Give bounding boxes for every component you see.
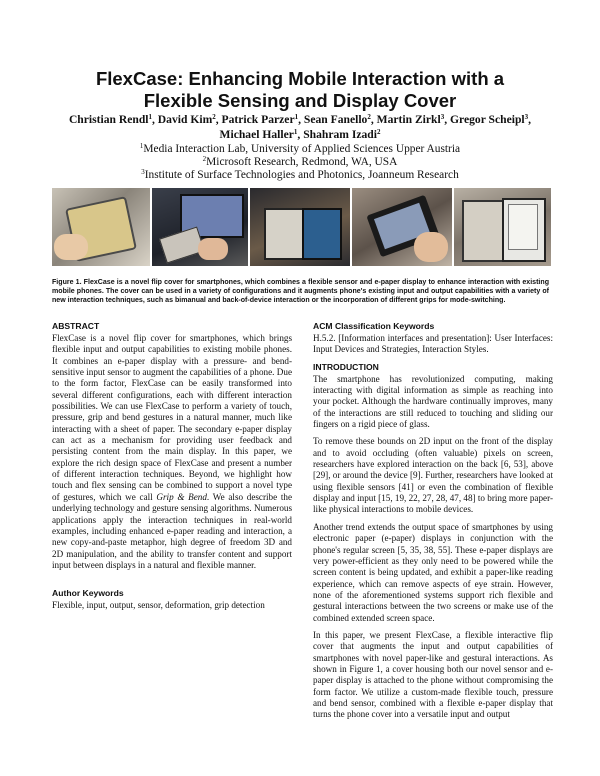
- abstract-body: FlexCase is a novel flip cover for smartphones, which brings flexible input and output capabilities to existing mobile phones. It combines an e-paper display with a pressure- and bend-sensitive input sensor to augment the capabilities of a phone. Due to the form factor, FlexCase can be easily transformed into several different configurations, each with different interaction possibilities. We can use FlexCase to perform a variety of touch, pressure, grip and bend gestures in a natural manner, much like interacting with a sheet of paper. The secondary e-paper display can act as a mechanism for providing user feedback and persisting content from the main display. In this paper, we explore the rich design space of FlexCase and present a number of different interaction techniques. Beyond, we highlight how touch and flex sensing can be combined to support a novel type of gestures, which we call Grip & Bend. We also describe the underlying technology and gesture sensing algorithms. Numerous applications apply the interaction techniques in real-world examples, including enhanced e-paper reading and interaction, a new copy-and-paste metaphor, high degree of freedom 3D and 2D manipulation, and the ability to transfer content and support input between displays in a natural and flexible manner.: [52, 333, 293, 570]
- author-keywords-body: Flexible, input, output, sensor, deformation, grip detection: [52, 600, 265, 611]
- affiliation: $^1$Media Interaction Lab, University of Applied Sciences Upper Austria: [139, 142, 461, 155]
- teaser-figure: [52, 188, 549, 266]
- affiliation: $^3$Institute of Surface Technologies and Photonics, Joanneum Research: [141, 167, 459, 181]
- intro-paragraph: In this paper, we present FlexCase, a flexible interactive flip cover that augments the input and output capabilities of smartphones with novel paper-like and gestural interactions. As shown in Figure 1, a cover housing both our novel sensor and e-paper display is attached to the phone without compromising the form factor. We utilize a custom-made flexible touch, pressure and bend sensor, combined with a flexible e-paper display that turns the phone cover into a versatile input and output: [313, 629, 553, 720]
- author-list: [40, 112, 560, 142]
- introduction-heading: INTRODUCTION: [313, 361, 379, 372]
- affiliations: [60, 143, 540, 181]
- author: Gregor Scheipl$^3$,: [450, 113, 532, 126]
- figure-caption: Figure 1. FlexCase is a novel flip cover for smartphones, which combines a flexible sensor and e-paper display to enhance interaction with existing mobile phones. The cover can be used in a variety of configurations and it augments phone's existing input and output capabilities with a variety of new interaction techniques, such as bimanual and back-of-device interaction or the incorporation of different grips for mode-switching.: [52, 279, 549, 305]
- intro-paragraph: Another trend extends the output space of smartphones by using electronic paper (e-paper) displays in conjunction with the phone's regular screen [5, 35, 38, 55]. These e-paper displays are very power-efficient as they only need to be powered while the screen content is being updated, and exhibit a paper-like reading experience, which can remove aspects of eye strain. However, none of the aforementioned systems support rich flexible and gestural interactions between the two screens or make use of the combined extended screen space.: [313, 521, 553, 623]
- author: Martin Zirkl$^3$,: [376, 113, 451, 126]
- title-line-1: FlexCase: Enhancing Mobile Interaction with a: [95, 68, 505, 89]
- author-keywords-heading: Author Keywords: [52, 588, 124, 599]
- right-column: [313, 321, 553, 727]
- figure-photo-grip-bend: [352, 188, 452, 266]
- author: Michael Haller$^1$,: [219, 128, 304, 141]
- figure-photo-flip-cover-open: [454, 188, 551, 266]
- figure-photo-phone-with-epaper: [250, 188, 350, 266]
- author: Shahram Izadi$^2$: [303, 128, 381, 141]
- intro-paragraph: The smartphone has revolutionized computing, making interacting with digital information as simple as reaching into your pocket. Although the hardware continually improves, many of the interactions are still reduced to touching and sliding our fingers on a rigid piece of glass.: [313, 373, 553, 430]
- title-line-2: Flexible Sensing and Display Cover: [143, 90, 457, 111]
- abstract-heading: ABSTRACT: [52, 321, 100, 331]
- figure-photo-bent-cover: [52, 188, 150, 266]
- left-column: [52, 321, 292, 618]
- author: Sean Fanello$^2$,: [303, 113, 377, 126]
- acm-heading: ACM Classification Keywords: [313, 321, 435, 331]
- figure-photo-monitor-interaction: [152, 188, 248, 266]
- author: Christian Rendl$^1$,: [68, 113, 158, 126]
- intro-paragraph: To remove these bounds on 2D input on the front of the display and to avoid occluding (often valuable) pixels on screen, researchers have explored interaction on the back [6, 53], above [29], or around the device [9]. Further, researchers have looked at using flexible sensors [41] or even the combination of flexible display and input [15, 19, 22, 27, 28, 47, 48] to bring more paper-like physical interactions to mobile devices.: [313, 436, 553, 515]
- paper-title: [60, 68, 540, 112]
- acm-body: H.5.2. [Information interfaces and presentation]: User Interfaces: Input Devices and Strategies, Interaction Styles.: [313, 333, 553, 355]
- author: Patrick Parzer$^1$,: [221, 113, 304, 126]
- author: David Kim$^2$,: [157, 113, 222, 126]
- affiliation: $^2$Microsoft Research, Redmond, WA, USA: [202, 154, 398, 168]
